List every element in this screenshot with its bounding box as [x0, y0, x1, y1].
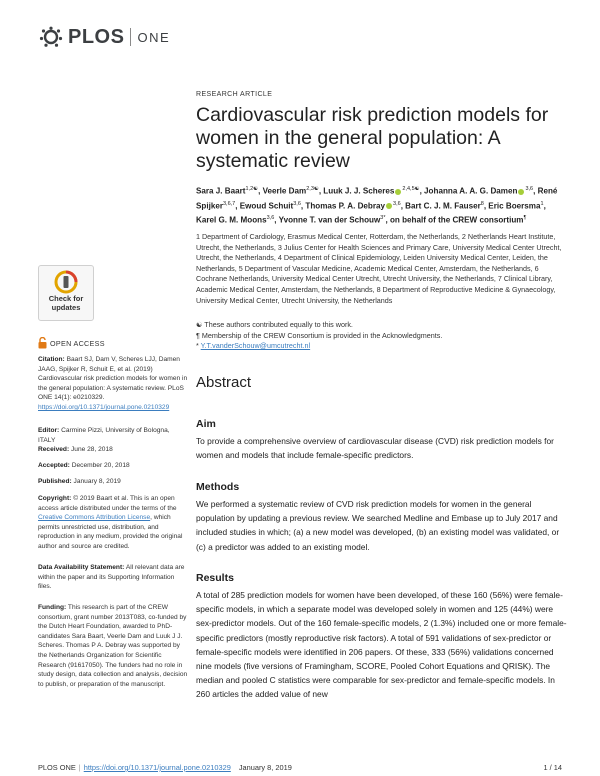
author-list: Sara J. Baart$^{1,2☯}$, Veerle Dam$^{2,3☯}$, Luuk J. J. Scheres $^{2,4,5☯}$, Johanna A. A. G. Damen $^{3,6}$, René Spijker$^{3,6,7}$, Ewoud Schuit$^{3,6}$, Thomas P. A. Debray $^{3,6}$, Bart C. J. M. Fauser$^8$, Eric Boersma$^1$, Karel G. M. Moons$^{3,6}$, Yvonne T. van der Schouw$^{3*}$, on behalf of the CREW consortium¶ — [196, 186, 558, 226]
email-link[interactable]: Y.T.vanderSchouw@umcutrecht.nl — [200, 341, 311, 350]
orcid-icon[interactable] — [395, 189, 401, 195]
citation-doi-link[interactable]: https://doi.org/10.1371/journal.pone.0210329 — [38, 403, 170, 411]
author-name[interactable]: , Luuk J. J. Scheres — [318, 186, 395, 196]
editor-block: Editor: Carmine Pizzi, University of Bologna, ITALY — [38, 427, 170, 444]
author-name[interactable]: , on behalf of the CREW consortium — [385, 216, 524, 226]
results-heading: Results — [196, 572, 234, 584]
author-name[interactable]: Sara J. Baart — [196, 186, 246, 196]
membership-note: ¶ Membership of the CREW Consortium is provided in the Acknowledgments. — [196, 330, 443, 340]
author-name[interactable]: , Karel G. M. Moons — [196, 201, 546, 226]
footer-doi-link[interactable]: https://doi.org/10.1371/journal.pone.0210329 — [83, 763, 231, 772]
orcid-icon[interactable] — [518, 189, 524, 195]
footer-journal: PLOS ONE — [38, 763, 76, 772]
author-name[interactable]: , Johanna A. A. G. Damen — [419, 186, 518, 196]
open-access-label: OPEN ACCESS — [38, 337, 105, 349]
article-title: Cardiovascular risk prediction models for women in the general population: A systematic review — [196, 104, 549, 172]
open-lock-icon — [38, 337, 47, 349]
author-name[interactable]: , René Spijker — [196, 186, 558, 211]
license-link[interactable]: Creative Commons Attribution License — [38, 514, 151, 522]
aim-heading: Aim — [196, 418, 216, 430]
author-name[interactable]: , Bart C. J. M. Fauser — [400, 201, 481, 211]
published-block: Published: January 8, 2019 — [38, 478, 121, 485]
plos-one-logo — [38, 26, 170, 48]
article-type: RESEARCH ARTICLE — [196, 91, 273, 98]
author-name[interactable]: , Yvonne T. van der Schouw — [274, 216, 381, 226]
abstract-heading: Abstract — [196, 374, 252, 391]
data-availability-block: Data Availability Statement: All relevant data are within the paper and its Supporting Information files. — [38, 564, 185, 591]
author-name[interactable]: , Ewoud Schuit — [235, 201, 294, 211]
author-name[interactable]: , Veerle Dam — [258, 186, 307, 196]
copyright-block: Copyright: © 2019 Baart et al. This is an open access article distributed under the terms of the Creative Commons Attribution License, which permits unrestricted use, distribution, and reproduction in any medium, provided the original author and source are credited. — [38, 495, 183, 550]
logo-divider — [130, 28, 131, 46]
corresponding-email: * Y.T.vanderSchouw@umcutrecht.nl — [196, 341, 311, 350]
footer-date: January 8, 2019 — [238, 763, 292, 772]
received-block: Received: June 28, 2018 — [38, 446, 113, 453]
logo-one-text: ONE — [137, 29, 171, 45]
author-name[interactable]: , Eric Boersma — [483, 201, 541, 211]
accepted-block: Accepted: December 20, 2018 — [38, 462, 130, 469]
affiliations: 1 Department of Cardiology, Erasmus Medical Center, Rotterdam, the Netherlands, 2 Netherlands Heart Institute, Utrecht, the Netherlands, 3 Julius Center for Health Sciences and Primary Care, University Medical Center Utrecht, Utrecht, the Netherlands, 4 Department of Clinical Epidemiology, Leiden University Medical Center, Leiden, the Netherlands, 5 Department of Vascular Medicine, Academic Medical Center, Amsterdam, the Netherlands, 6 Cochrane Netherlands, University Medical Center Utrecht, Utrecht University, the Netherlands, 7 Clinical Library, Academic Medical Center, Amsterdam, the Netherlands, 8 Department of Reproductive Medicine & Gynaecology, University Medical Center, Utrecht University, the Netherlands — [196, 232, 562, 305]
page-number: 1 / 14 — [543, 763, 562, 772]
methods-text: We performed a systematic review of CVD risk prediction models for women in the general population by updating a previous review. We searched Medline and Embase up to July 2017 and included studies in which; (a) a new model was developed, (b) an existing model was validated, or (c) a predictor was added to an existing model. — [196, 499, 560, 552]
author-name[interactable]: , Thomas P. A. Debray — [300, 201, 386, 211]
equal-contribution-note: ☯ These authors contributed equally to this work. — [196, 320, 353, 329]
plos-logo-icon — [38, 26, 64, 48]
badge-label: Check for updates — [48, 294, 84, 312]
orcid-icon[interactable] — [386, 203, 392, 209]
aim-text: To provide a comprehensive overview of cardiovascular disease (CVD) risk prediction models for women and models that include female-specific predictors. — [196, 436, 554, 461]
check-for-updates-badge[interactable] — [38, 265, 94, 321]
funding-block: Funding: This research is part of the CREW consortium, grant number 2013T083, co-funded by the Dutch Heart Foundation, awarded to PhD-candidates Sara Baart, Veerle Dam and Luuk J J. Scheres. Thomas P A. Debray was supported by the Netherlands Organization for Scientific Research (91617050). The funders had no role in study design, data collection and analysis, decision to publish, or preparation of the manuscript. — [38, 604, 188, 688]
check-for-updates-icon — [54, 270, 78, 294]
results-text: A total of 285 prediction models for women have been developed, of these 160 (56%) were female-specific models, in which a separate model was developed solely in women and 125 (44%) were sex-predictor models. Out of the 160 female-specific models, 2 (1.3%) included one or more female-specific predictors (mostly reproductive risk factors). A total of 591 validations of sex-predictor or female-specific models were identified in 206 papers. Of these, 333 (56%) validations concerned nine models (five versions of Framingham, SCORE, Pooled Cohort Equations and QRISK). The median and pooled C statistics were comparable for sex-predictor and female-specific models. In 260 articles the added value of new — [196, 590, 567, 700]
citation-block: Citation: Baart SJ, Dam V, Scheres LJJ, Damen JAAG, Spijker R, Schuit E, et al. (2019) Cardiovascular risk prediction models for women in the general population: A systematic review. PLoS ONE 14(1): e0210329. https://doi.org/10.1371/journal.pone.0210329 — [38, 356, 188, 411]
author-notes — [196, 320, 568, 352]
logo-plos-text: PLOS — [68, 25, 125, 48]
page-footer: PLOS ONE | https://doi.org/10.1371/journal.pone.0210329 January 8, 2019 1 / 14 — [38, 763, 562, 772]
methods-heading: Methods — [196, 481, 240, 493]
